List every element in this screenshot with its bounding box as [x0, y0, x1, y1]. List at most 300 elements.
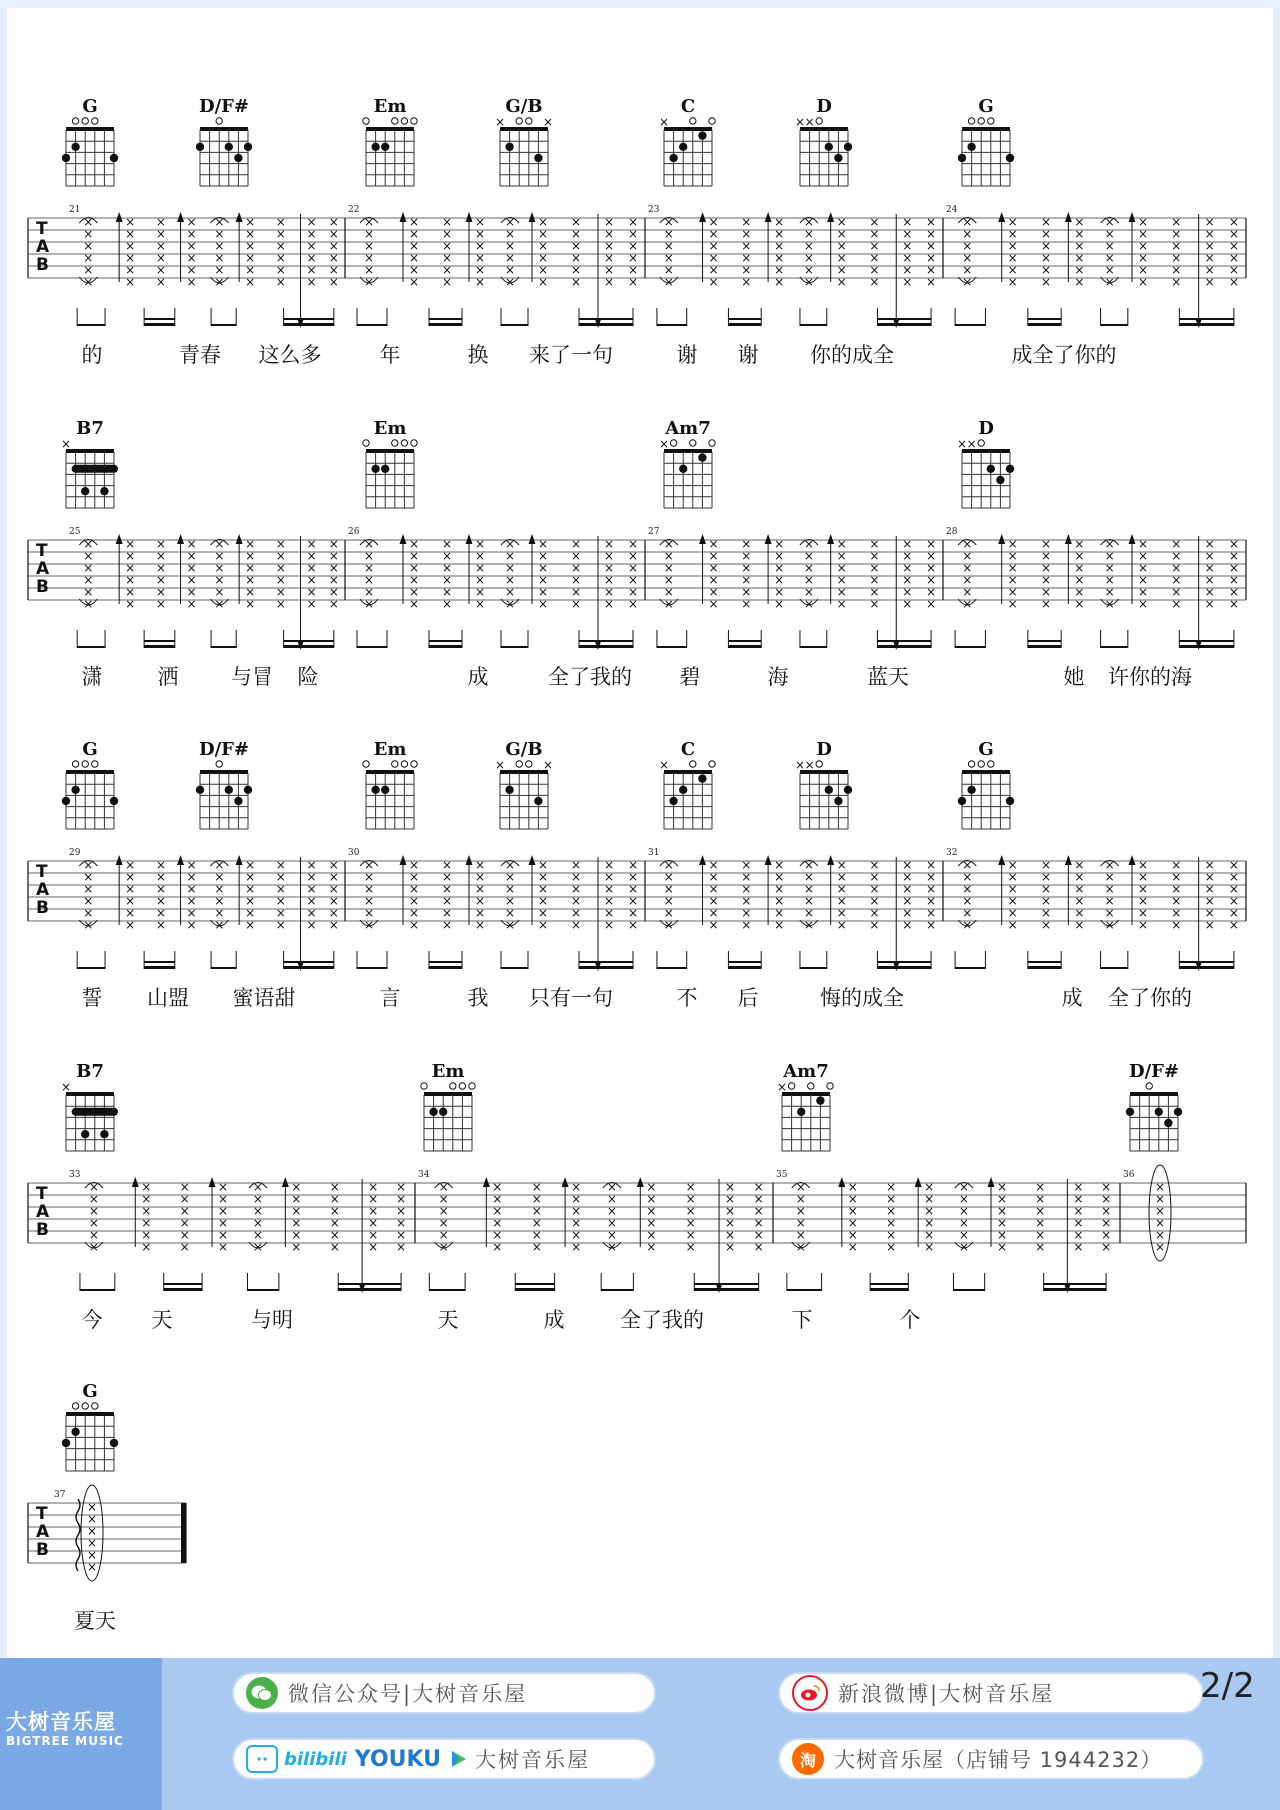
- svg-text:×: ×: [504, 585, 516, 599]
- svg-text:×: ×: [306, 239, 317, 253]
- svg-text:×: ×: [603, 251, 615, 265]
- svg-text:×: ×: [1035, 1192, 1046, 1206]
- measure-number: 29: [69, 848, 81, 858]
- strum-beat: [329, 858, 339, 932]
- svg-text:×: ×: [306, 858, 317, 872]
- strum-beat: [1229, 537, 1239, 611]
- tab-staff: [28, 1183, 1246, 1243]
- svg-text:×: ×: [83, 906, 94, 920]
- svg-text:×: ×: [606, 1204, 617, 1218]
- svg-text:×: ×: [804, 115, 815, 129]
- svg-text:×: ×: [774, 882, 785, 896]
- chord-name: C: [680, 96, 696, 117]
- strum-beat: [209, 1177, 229, 1254]
- chord-name: Em: [373, 739, 407, 760]
- svg-text:×: ×: [441, 561, 453, 575]
- svg-text:×: ×: [252, 1204, 263, 1218]
- svg-text:×: ×: [708, 597, 719, 611]
- svg-text:×: ×: [214, 894, 225, 908]
- svg-text:×: ×: [1074, 561, 1085, 575]
- measure-number: 33: [69, 1170, 81, 1180]
- svg-text:×: ×: [492, 1180, 503, 1194]
- svg-text:×: ×: [774, 906, 785, 920]
- strum-beat: [915, 1177, 935, 1254]
- svg-text:×: ×: [627, 239, 639, 253]
- svg-text:×: ×: [1204, 537, 1215, 551]
- svg-text:×: ×: [1171, 597, 1182, 611]
- svg-text:×: ×: [570, 251, 582, 265]
- svg-text:×: ×: [542, 758, 554, 772]
- svg-text:×: ×: [836, 549, 847, 563]
- svg-text:×: ×: [603, 894, 615, 908]
- svg-text:×: ×: [1007, 597, 1018, 611]
- svg-text:×: ×: [962, 918, 973, 932]
- svg-text:×: ×: [155, 227, 166, 241]
- bilibili-label: bilibili: [284, 1748, 347, 1770]
- svg-text:×: ×: [1137, 573, 1149, 587]
- strum-beat: [571, 215, 581, 289]
- strum-beat: [1171, 215, 1181, 289]
- svg-text:×: ×: [245, 573, 256, 587]
- svg-text:×: ×: [924, 1204, 935, 1218]
- svg-text:×: ×: [1228, 549, 1239, 563]
- svg-text:×: ×: [83, 858, 94, 872]
- svg-text:×: ×: [252, 1192, 263, 1206]
- svg-text:×: ×: [186, 585, 197, 599]
- strum-beat: [466, 212, 486, 289]
- svg-text:×: ×: [570, 239, 582, 253]
- svg-text:×: ×: [396, 1228, 407, 1242]
- svg-text:×: ×: [958, 1240, 969, 1254]
- svg-text:×: ×: [926, 918, 937, 932]
- down-strum: [893, 536, 913, 650]
- svg-text:×: ×: [996, 1216, 1008, 1230]
- svg-text:×: ×: [1228, 215, 1239, 229]
- svg-text:×: ×: [741, 275, 752, 289]
- svg-text:×: ×: [803, 918, 814, 932]
- svg-text:×: ×: [1137, 227, 1149, 241]
- strum-beat: [276, 858, 286, 932]
- strum-beat: [532, 1180, 542, 1254]
- svg-text:×: ×: [408, 215, 420, 229]
- svg-text:×: ×: [291, 1240, 302, 1254]
- lyric-text: 不: [676, 986, 698, 1010]
- svg-text:×: ×: [603, 215, 615, 229]
- svg-text:×: ×: [658, 115, 670, 129]
- svg-text:×: ×: [408, 585, 420, 599]
- chord-diagram-d-fsharp: [196, 96, 252, 186]
- svg-text:×: ×: [155, 251, 166, 265]
- lyric-text: 海: [767, 665, 789, 689]
- svg-text:×: ×: [214, 537, 225, 551]
- svg-text:×: ×: [1104, 275, 1115, 289]
- svg-text:×: ×: [1104, 585, 1115, 599]
- svg-text:×: ×: [328, 882, 339, 896]
- svg-text:×: ×: [725, 1192, 736, 1206]
- measure: [69, 205, 339, 328]
- svg-text:×: ×: [214, 215, 225, 229]
- svg-text:×: ×: [363, 549, 375, 563]
- strum-beat: [998, 534, 1018, 611]
- svg-text:×: ×: [685, 1240, 696, 1254]
- svg-text:×: ×: [363, 858, 375, 872]
- lyrics-line: [82, 986, 1193, 1010]
- svg-text:×: ×: [869, 561, 880, 575]
- measure: [946, 205, 1239, 328]
- svg-text:×: ×: [537, 573, 549, 587]
- svg-text:×: ×: [1137, 858, 1149, 872]
- svg-text:×: ×: [179, 1240, 190, 1254]
- svg-text:×: ×: [795, 1240, 806, 1254]
- svg-text:×: ×: [1104, 537, 1115, 551]
- svg-text:×: ×: [926, 561, 937, 575]
- svg-text:×: ×: [627, 858, 639, 872]
- svg-text:×: ×: [83, 251, 94, 265]
- svg-text:×: ×: [1137, 561, 1149, 575]
- measure: [54, 1485, 186, 1581]
- strum-beat: [1041, 215, 1051, 289]
- svg-text:×: ×: [306, 918, 317, 932]
- svg-text:×: ×: [83, 549, 94, 563]
- svg-text:×: ×: [1137, 251, 1149, 265]
- tab-system-1: [28, 96, 1246, 367]
- svg-text:×: ×: [627, 918, 639, 932]
- svg-text:×: ×: [685, 1192, 696, 1206]
- svg-text:×: ×: [741, 597, 752, 611]
- svg-text:×: ×: [245, 918, 256, 932]
- svg-text:×: ×: [537, 918, 549, 932]
- svg-text:×: ×: [685, 1228, 696, 1242]
- strum-beat: [177, 855, 197, 932]
- svg-text:×: ×: [441, 906, 453, 920]
- svg-text:×: ×: [1040, 882, 1052, 896]
- measure: [418, 1170, 764, 1293]
- svg-text:×: ×: [441, 573, 453, 587]
- chord-name: D/F#: [198, 739, 250, 760]
- svg-text:×: ×: [646, 1240, 657, 1254]
- chord-name: G/B: [505, 739, 543, 760]
- svg-text:×: ×: [537, 227, 549, 241]
- svg-text:×: ×: [1204, 882, 1215, 896]
- svg-text:×: ×: [218, 1180, 229, 1194]
- svg-text:×: ×: [774, 870, 785, 884]
- wechat-icon: [246, 1677, 278, 1709]
- tab-clef-letter: A: [36, 1202, 50, 1222]
- svg-text:×: ×: [1074, 858, 1085, 872]
- svg-text:×: ×: [531, 1192, 542, 1206]
- svg-text:×: ×: [438, 1192, 449, 1206]
- svg-text:×: ×: [570, 858, 582, 872]
- tab-clef-letter: A: [36, 237, 50, 257]
- chord-name: C: [680, 739, 696, 760]
- strum-beat: [400, 534, 420, 611]
- strum-beat: [869, 537, 879, 611]
- svg-text:×: ×: [1101, 1216, 1112, 1230]
- svg-text:×: ×: [155, 215, 166, 229]
- lyric-text: 的: [81, 343, 103, 367]
- svg-text:×: ×: [741, 263, 752, 277]
- svg-text:×: ×: [1154, 1228, 1166, 1242]
- svg-text:×: ×: [902, 537, 913, 551]
- svg-text:×: ×: [962, 906, 973, 920]
- svg-text:×: ×: [603, 918, 615, 932]
- strum-beat: [116, 855, 136, 932]
- svg-text:×: ×: [363, 537, 375, 551]
- svg-text:×: ×: [741, 858, 752, 872]
- svg-text:×: ×: [1204, 275, 1215, 289]
- svg-text:×: ×: [363, 870, 375, 884]
- svg-text:×: ×: [214, 239, 225, 253]
- down-strum: [297, 214, 317, 328]
- svg-text:×: ×: [1104, 894, 1115, 908]
- svg-text:×: ×: [803, 870, 814, 884]
- chord-diagram-g: [62, 96, 118, 186]
- svg-text:×: ×: [537, 263, 549, 277]
- svg-text:×: ×: [1171, 870, 1182, 884]
- svg-text:×: ×: [275, 537, 286, 551]
- svg-text:×: ×: [306, 573, 317, 587]
- svg-text:×: ×: [1171, 251, 1182, 265]
- svg-text:×: ×: [186, 597, 197, 611]
- tab-clef-letter: T: [36, 1504, 48, 1524]
- svg-text:×: ×: [408, 858, 420, 872]
- svg-text:×: ×: [725, 1240, 736, 1254]
- lyric-text: 成全了你的: [1011, 343, 1117, 367]
- svg-text:×: ×: [803, 275, 814, 289]
- svg-text:×: ×: [252, 1228, 263, 1242]
- svg-text:×: ×: [396, 1240, 407, 1254]
- svg-text:×: ×: [774, 894, 785, 908]
- svg-text:×: ×: [474, 597, 486, 611]
- measure: [1123, 1165, 1171, 1261]
- svg-text:×: ×: [606, 1216, 617, 1230]
- svg-text:×: ×: [962, 870, 973, 884]
- lyric-text: 成: [543, 1308, 565, 1332]
- svg-text:×: ×: [125, 537, 136, 551]
- svg-text:×: ×: [1171, 906, 1182, 920]
- svg-text:×: ×: [408, 227, 420, 241]
- svg-text:×: ×: [1074, 918, 1085, 932]
- svg-text:×: ×: [306, 561, 317, 575]
- down-strum: [1064, 1179, 1084, 1293]
- svg-text:×: ×: [869, 573, 880, 587]
- svg-text:×: ×: [663, 549, 674, 563]
- svg-text:×: ×: [603, 549, 615, 563]
- svg-text:×: ×: [141, 1180, 152, 1194]
- svg-text:×: ×: [214, 549, 225, 563]
- svg-text:×: ×: [1040, 858, 1052, 872]
- svg-text:×: ×: [996, 1240, 1008, 1254]
- svg-text:×: ×: [474, 906, 486, 920]
- svg-text:×: ×: [494, 115, 506, 129]
- svg-text:×: ×: [329, 1204, 340, 1218]
- taobao-icon: 淘: [792, 1743, 824, 1775]
- tab-clef-letter: T: [36, 862, 48, 882]
- svg-text:×: ×: [186, 549, 197, 563]
- svg-text:×: ×: [1137, 894, 1149, 908]
- chord-diagram-b7: [61, 1061, 118, 1151]
- svg-text:×: ×: [441, 227, 453, 241]
- svg-text:×: ×: [441, 537, 453, 551]
- svg-text:×: ×: [155, 537, 166, 551]
- svg-text:×: ×: [328, 585, 339, 599]
- svg-text:×: ×: [504, 918, 516, 932]
- svg-text:×: ×: [1171, 561, 1182, 575]
- svg-text:×: ×: [504, 239, 516, 253]
- svg-text:×: ×: [275, 858, 286, 872]
- chord-diagram-g: [62, 1381, 118, 1471]
- svg-text:×: ×: [328, 537, 339, 551]
- svg-text:×: ×: [1007, 251, 1018, 265]
- chord-name: B7: [76, 418, 104, 439]
- svg-text:×: ×: [155, 275, 166, 289]
- svg-text:×: ×: [1040, 561, 1052, 575]
- video-link[interactable]: [232, 1738, 656, 1780]
- svg-text:×: ×: [329, 1216, 340, 1230]
- svg-text:×: ×: [125, 597, 136, 611]
- svg-text:×: ×: [214, 597, 225, 611]
- svg-text:×: ×: [663, 882, 674, 896]
- svg-text:×: ×: [1204, 215, 1215, 229]
- svg-text:×: ×: [214, 275, 225, 289]
- svg-text:×: ×: [1035, 1180, 1046, 1194]
- svg-text:×: ×: [1171, 215, 1182, 229]
- svg-text:×: ×: [408, 906, 420, 920]
- svg-text:×: ×: [962, 239, 973, 253]
- lyric-text: 与冒: [231, 665, 273, 689]
- strum-beat: [686, 1180, 696, 1254]
- svg-text:×: ×: [155, 239, 166, 253]
- strum-beat: [637, 1177, 657, 1254]
- svg-text:×: ×: [774, 573, 785, 587]
- svg-text:×: ×: [504, 882, 516, 896]
- svg-text:×: ×: [1154, 1180, 1166, 1194]
- svg-text:×: ×: [962, 882, 973, 896]
- down-strum: [893, 857, 913, 971]
- svg-text:×: ×: [1101, 1192, 1112, 1206]
- svg-text:×: ×: [869, 215, 880, 229]
- chord-diagram-d: [795, 96, 852, 186]
- svg-text:×: ×: [1074, 573, 1085, 587]
- svg-text:×: ×: [1074, 882, 1085, 896]
- svg-text:×: ×: [869, 906, 880, 920]
- svg-text:×: ×: [155, 870, 166, 884]
- svg-text:×: ×: [291, 1216, 302, 1230]
- svg-text:×: ×: [902, 251, 913, 265]
- svg-text:×: ×: [741, 585, 752, 599]
- svg-text:×: ×: [1074, 894, 1085, 908]
- svg-text:×: ×: [245, 858, 256, 872]
- svg-text:×: ×: [924, 1216, 935, 1230]
- svg-text:×: ×: [245, 215, 256, 229]
- svg-text:×: ×: [1204, 239, 1215, 253]
- svg-text:×: ×: [1007, 549, 1018, 563]
- measure-number: 24: [946, 205, 958, 215]
- svg-text:×: ×: [408, 597, 420, 611]
- svg-text:×: ×: [902, 918, 913, 932]
- strum-beat: [156, 215, 166, 289]
- taobao-link[interactable]: [778, 1738, 1204, 1780]
- down-strum: [1195, 214, 1215, 328]
- down-strum: [1195, 857, 1215, 971]
- svg-text:×: ×: [186, 251, 197, 265]
- lyric-text: 你的成全: [810, 343, 894, 367]
- svg-text:×: ×: [1040, 251, 1052, 265]
- strum-beat: [329, 215, 339, 289]
- svg-text:×: ×: [363, 918, 375, 932]
- svg-text:×: ×: [275, 251, 286, 265]
- measure: [348, 205, 638, 328]
- svg-text:×: ×: [1073, 1204, 1084, 1218]
- svg-text:×: ×: [571, 1228, 582, 1242]
- svg-text:×: ×: [275, 882, 286, 896]
- svg-text:×: ×: [1040, 537, 1052, 551]
- svg-text:×: ×: [1040, 918, 1052, 932]
- svg-text:×: ×: [1074, 239, 1085, 253]
- wechat-link[interactable]: [232, 1672, 656, 1714]
- svg-text:×: ×: [83, 597, 94, 611]
- strum-beat: [741, 537, 751, 611]
- svg-text:×: ×: [214, 906, 225, 920]
- down-strum: [297, 536, 317, 650]
- svg-text:×: ×: [774, 918, 785, 932]
- svg-text:×: ×: [214, 585, 225, 599]
- svg-text:×: ×: [658, 758, 670, 772]
- strum-beat: [754, 1180, 764, 1254]
- lyric-text: 全了我的: [620, 1308, 704, 1332]
- svg-text:×: ×: [368, 1204, 379, 1218]
- svg-text:×: ×: [1007, 215, 1018, 229]
- svg-text:×: ×: [803, 549, 814, 563]
- svg-text:×: ×: [902, 239, 913, 253]
- weibo-link[interactable]: [778, 1672, 1204, 1714]
- svg-text:×: ×: [306, 906, 317, 920]
- svg-text:×: ×: [836, 894, 847, 908]
- svg-text:×: ×: [275, 275, 286, 289]
- svg-text:×: ×: [1035, 1228, 1046, 1242]
- svg-text:×: ×: [155, 597, 166, 611]
- svg-text:×: ×: [741, 561, 752, 575]
- svg-text:×: ×: [1074, 215, 1085, 229]
- svg-text:×: ×: [186, 239, 197, 253]
- svg-text:×: ×: [571, 1240, 582, 1254]
- svg-text:×: ×: [218, 1240, 229, 1254]
- tab-clef-letter: B: [36, 255, 49, 275]
- svg-text:×: ×: [708, 549, 719, 563]
- svg-text:×: ×: [1040, 227, 1052, 241]
- svg-text:×: ×: [306, 275, 317, 289]
- strum-beat: [400, 855, 420, 932]
- svg-text:×: ×: [885, 1192, 897, 1206]
- svg-text:×: ×: [1204, 549, 1215, 563]
- strum-beat: [869, 215, 879, 289]
- strum-beat: [330, 1180, 340, 1254]
- strum-beat: [1035, 1180, 1045, 1254]
- svg-text:×: ×: [847, 1180, 858, 1194]
- svg-text:×: ×: [708, 918, 719, 932]
- svg-text:×: ×: [125, 882, 136, 896]
- strum-beat: [628, 215, 638, 289]
- svg-text:×: ×: [646, 1228, 657, 1242]
- tab-clef-letter: B: [36, 1540, 49, 1560]
- svg-text:×: ×: [441, 882, 453, 896]
- svg-text:×: ×: [363, 573, 375, 587]
- svg-text:×: ×: [708, 239, 719, 253]
- svg-text:×: ×: [504, 870, 516, 884]
- lyric-text: 悔的成全: [820, 986, 904, 1010]
- brand-name: 大树音乐屋: [6, 1710, 116, 1734]
- svg-text:×: ×: [1204, 597, 1215, 611]
